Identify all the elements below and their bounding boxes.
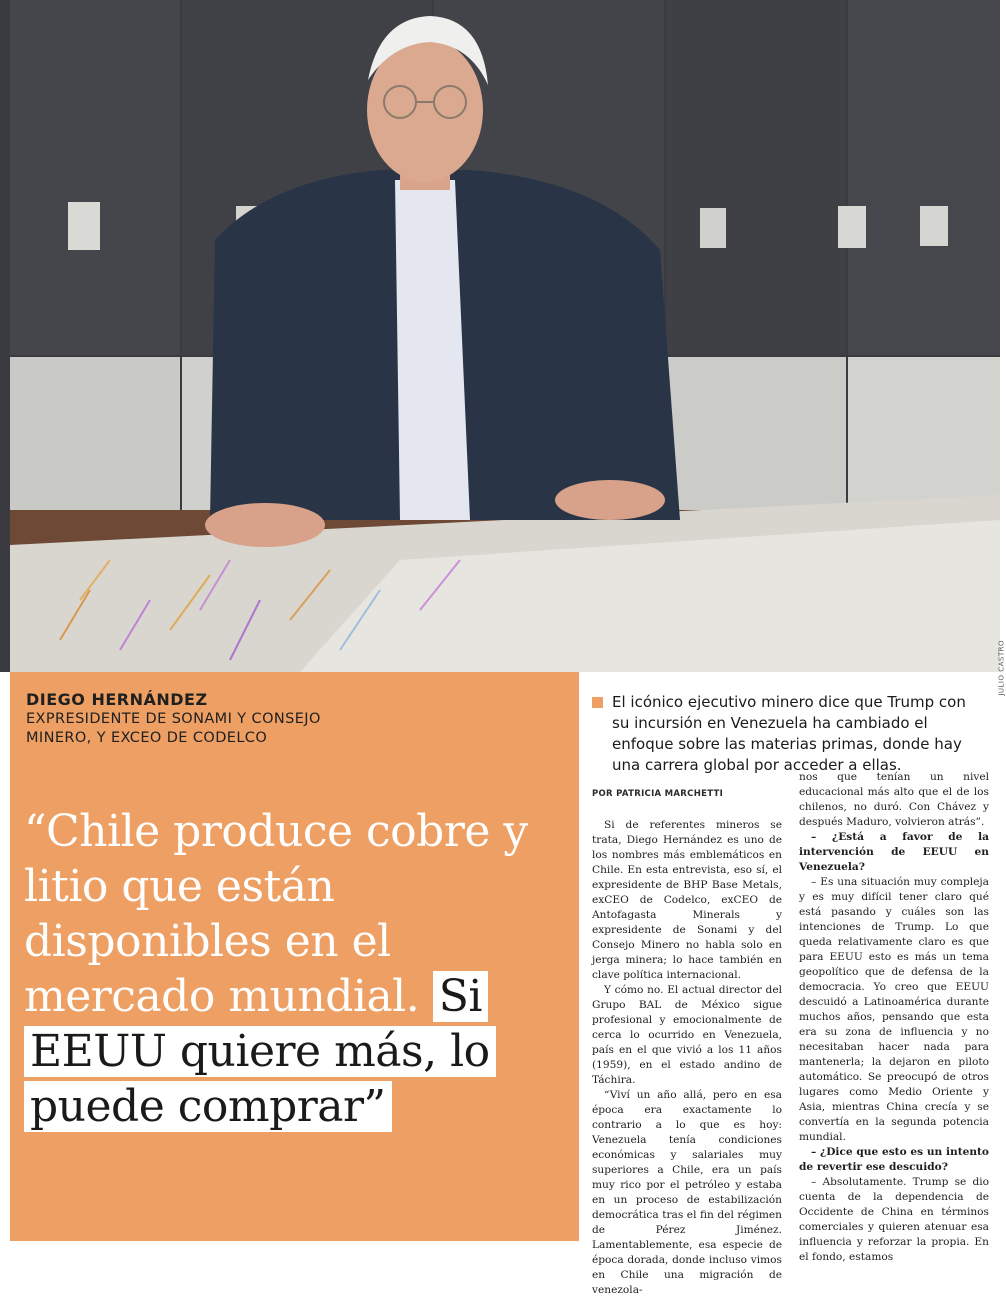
pull-quote (24, 804, 574, 1134)
byline: POR PATRICIA MARCHETTI (592, 789, 724, 799)
article-column-2 (799, 770, 989, 1265)
lead-text: El icónico ejecutivo minero dice que Trump con su incursión en Venezuela ha cambiado el enfoque sobre las materias primas, donde hay una carrera global por acceder a ellas. (612, 693, 966, 774)
paragraph: Y cómo no. El actual director del Grupo BAL de México sigue profesional y emocionalmente de cerca lo ocurrido en Venezuela, país en el que vivió a los 11 años (1959), en el estado andino de Táchira. (592, 984, 782, 1086)
interviewee-role: EXPRESIDENTE DE SONAMI Y CONSEJO MINERO, Y EXCEO DE CODELCO (26, 711, 321, 746)
pull-quote-highlight: Si EEUU quiere más, lo puede comprar” (24, 971, 496, 1132)
orange-square-icon (592, 697, 603, 708)
paragraph: “Viví un año allá, pero en esa época era exactamente lo contrario a lo que es hoy: Venezuela tenía condiciones económicas y salariales muy superiores a Chile, era un país muy rico por el petróleo y estaba en un proceso de estabilización democrática tras el fin del régimen de Pérez Jiménez. Lamentablemente, esa especie de época dorada, donde incluso vimos en Chile una migración de venezola- (592, 1089, 782, 1296)
quote-panel (10, 672, 579, 1241)
paragraph: Si de referentes mineros se trata, Diego Hernández es uno de los nombres más emblemáticos en Chile. En esta entrevista, eso sí, el expresidente de BHP Base Metals, exCEO de Codelco, exCEO de Antofagasta Minerals y expresidente de Sonami y del Consejo Minero no habla solo en jerga minera; lo hace también en clave política internacional. (592, 819, 782, 981)
article-column-1 (592, 818, 782, 1298)
question: – ¿Está a favor de la intervención de EEUU en Venezuela? (799, 831, 989, 873)
question: – ¿Dice que esto es un intento de revertir ese descuido? (799, 1146, 989, 1173)
article-lead (592, 692, 987, 776)
answer: – Es una situación muy compleja y es muy difícil tener claro qué está pasando y cuáles son las intenciones de Trump. Lo que queda relativamente claro es que para EEUU esto es más un tema geopolítico que de defensa de la democracia. Yo creo que EEUU descuidó a Latinoamérica durante muchos años, pensando que esta era su zona de influencia y no necesitaban hacer nada para mantenerla; la dejaron en piloto automático. Se preocupó de otros lugares como Medio Oriente y Asia, mientras China crecía y se convertía en la segunda potencia mundial. (799, 876, 989, 1143)
paragraph: nos que tenían un nivel educacional más alto que el de los chilenos, no duró. Con Chávez y después Maduro, volvieron atrás”. (799, 771, 989, 828)
answer: – Absolutamente. Trump se dio cuenta de la dependencia de Occidente de China en términos comerciales y quieren atenuar esa influencia y reforzar la propia. En el fondo, estamos (799, 1176, 989, 1263)
pull-quote-text: “Chile produce cobre y litio que están disponibles en el mercado mundial. (24, 806, 528, 1022)
interviewee-name: DIEGO HERNÁNDEZ (26, 690, 208, 709)
photo-credit: JULIO CASTRO (998, 640, 1006, 696)
